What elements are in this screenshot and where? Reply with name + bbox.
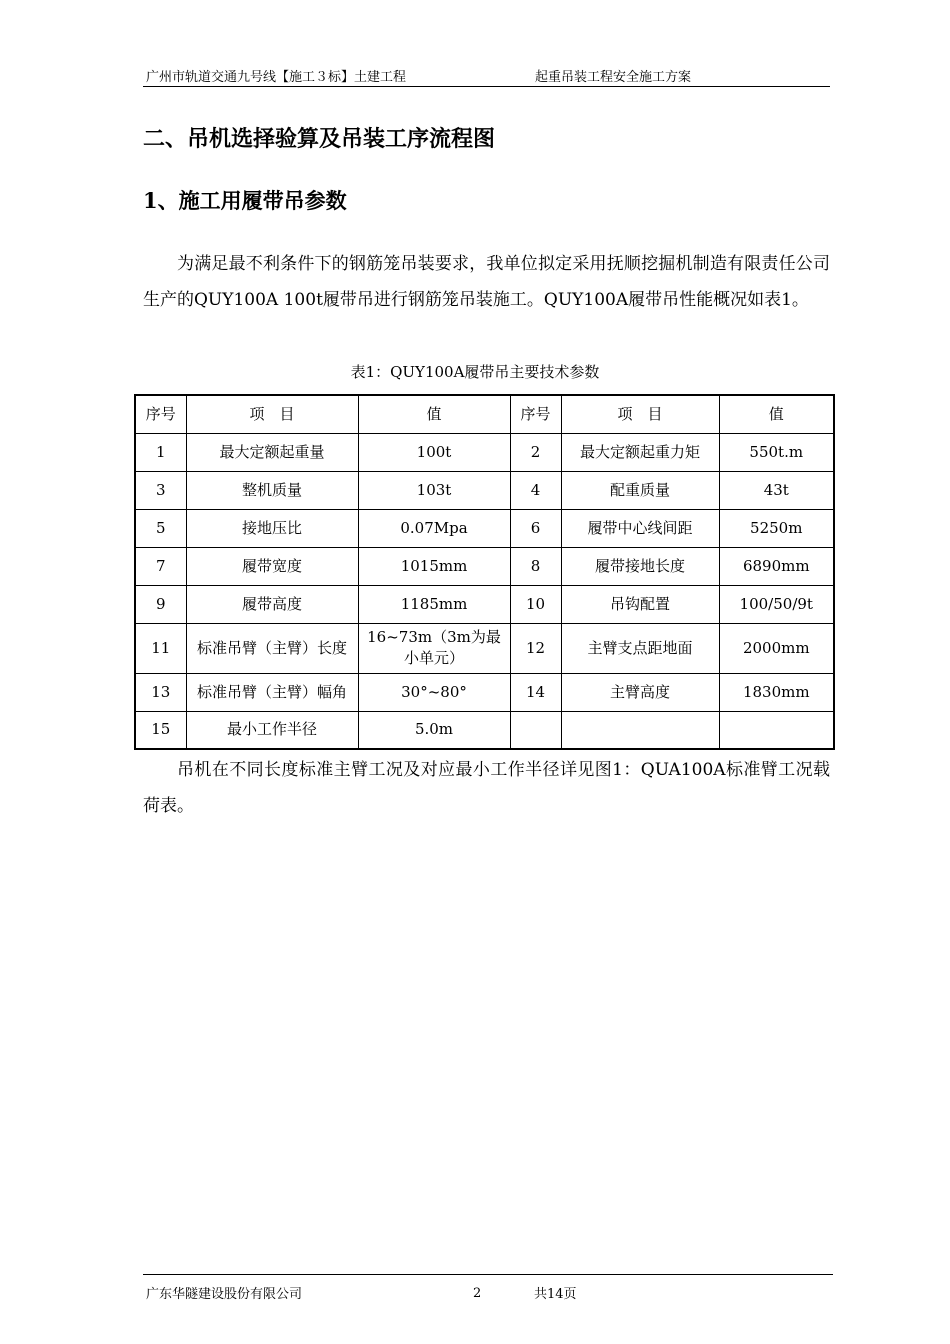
- header-project-title: 广州市轨道交通九号线【施工３标】土建工程: [146, 70, 407, 85]
- table-cell: [510, 711, 561, 749]
- table-cell: 履带接地长度: [561, 547, 719, 585]
- table-caption: 表1：QUY100A履带吊主要技术参数: [350, 363, 600, 381]
- table-cell: 100t: [358, 433, 510, 471]
- table-cell: 配重质量: [561, 471, 719, 509]
- table-cell: 8: [510, 547, 561, 585]
- table-body: [135, 395, 834, 749]
- table-cell: 标准吊臂（主臂）幅角: [186, 673, 358, 711]
- table-cell: 1830mm: [719, 673, 834, 711]
- table-cell: 6890mm: [719, 547, 834, 585]
- table-cell: [561, 711, 719, 749]
- footer-company: 广东华隧建设股份有限公司: [146, 1287, 303, 1302]
- header-cell: 值: [358, 395, 510, 433]
- load-chart-reference-paragraph: 吊机在不同长度标准主臂工况及对应最小工作半径详见图1：QUA100A标准臂工况载荷表。: [143, 760, 830, 816]
- table-cell: 1015mm: [358, 547, 510, 585]
- table-cell: 5250m: [719, 509, 834, 547]
- table-cell: 43t: [719, 471, 834, 509]
- table-cell: 4: [510, 471, 561, 509]
- table-cell: 履带宽度: [186, 547, 358, 585]
- table-cell: 7: [135, 547, 186, 585]
- table-cell: 接地压比: [186, 509, 358, 547]
- header-cell: 序号: [510, 395, 561, 433]
- table-row: [135, 471, 834, 509]
- table-cell: 10: [510, 585, 561, 623]
- header-document-title: 起重吊装工程安全施工方案: [535, 70, 692, 85]
- page-header: [143, 66, 830, 87]
- table-cell: 11: [135, 623, 186, 673]
- table-cell: 整机质量: [186, 471, 358, 509]
- header-cell: 项 目: [186, 395, 358, 433]
- table-row: [135, 623, 834, 673]
- table-cell: 103t: [358, 471, 510, 509]
- table-cell: 1185mm: [358, 585, 510, 623]
- total-pages: 共14页: [534, 1287, 577, 1302]
- table-cell: 16~73m（3m为最小单元）: [358, 623, 510, 673]
- table-cell: 5: [135, 509, 186, 547]
- subsection-title: 1、施工用履带吊参数: [143, 188, 347, 213]
- table-cell: 14: [510, 673, 561, 711]
- table-row: [135, 509, 834, 547]
- table-cell: 3: [135, 471, 186, 509]
- table-cell: 吊钩配置: [561, 585, 719, 623]
- table-cell: 履带高度: [186, 585, 358, 623]
- table-row: [135, 711, 834, 749]
- table-cell: 5.0m: [358, 711, 510, 749]
- table-header-row: [135, 395, 834, 433]
- table-row: [135, 547, 834, 585]
- table-row: [135, 585, 834, 623]
- table-cell: 15: [135, 711, 186, 749]
- table-cell: 标准吊臂（主臂）长度: [186, 623, 358, 673]
- table-cell: 6: [510, 509, 561, 547]
- table-cell: 13: [135, 673, 186, 711]
- page-footer: [143, 1274, 833, 1302]
- intro-paragraph: 为满足最不利条件下的钢筋笼吊装要求，我单位拟定采用抚顺挖掘机制造有限责任公司生产的QUY100A 100t履带吊进行钢筋笼吊装施工。QUY100A履带吊性能概况如表1。: [143, 254, 830, 310]
- table-cell: 2: [510, 433, 561, 471]
- table-cell: 1: [135, 433, 186, 471]
- table-cell: 30°~80°: [358, 673, 510, 711]
- table-cell: 履带中心线间距: [561, 509, 719, 547]
- header-cell: 项 目: [561, 395, 719, 433]
- page-number: 2: [473, 1286, 482, 1301]
- table-cell: [719, 711, 834, 749]
- crane-parameters-table: [134, 394, 835, 750]
- table-cell: 100/50/9t: [719, 585, 834, 623]
- header-cell: 序号: [135, 395, 186, 433]
- table-cell: 主臂高度: [561, 673, 719, 711]
- table-cell: 最小工作半径: [186, 711, 358, 749]
- table-cell: 最大定额起重力矩: [561, 433, 719, 471]
- table-cell: 9: [135, 585, 186, 623]
- table-cell: 主臂支点距地面: [561, 623, 719, 673]
- table-row: [135, 433, 834, 471]
- table-row: [135, 673, 834, 711]
- table-cell: 2000mm: [719, 623, 834, 673]
- header-cell: 值: [719, 395, 834, 433]
- table-cell: 550t.m: [719, 433, 834, 471]
- section-title: 二、吊机选择验算及吊装工序流程图: [143, 127, 496, 152]
- table-cell: 12: [510, 623, 561, 673]
- table-cell: 最大定额起重量: [186, 433, 358, 471]
- table-cell: 0.07Mpa: [358, 509, 510, 547]
